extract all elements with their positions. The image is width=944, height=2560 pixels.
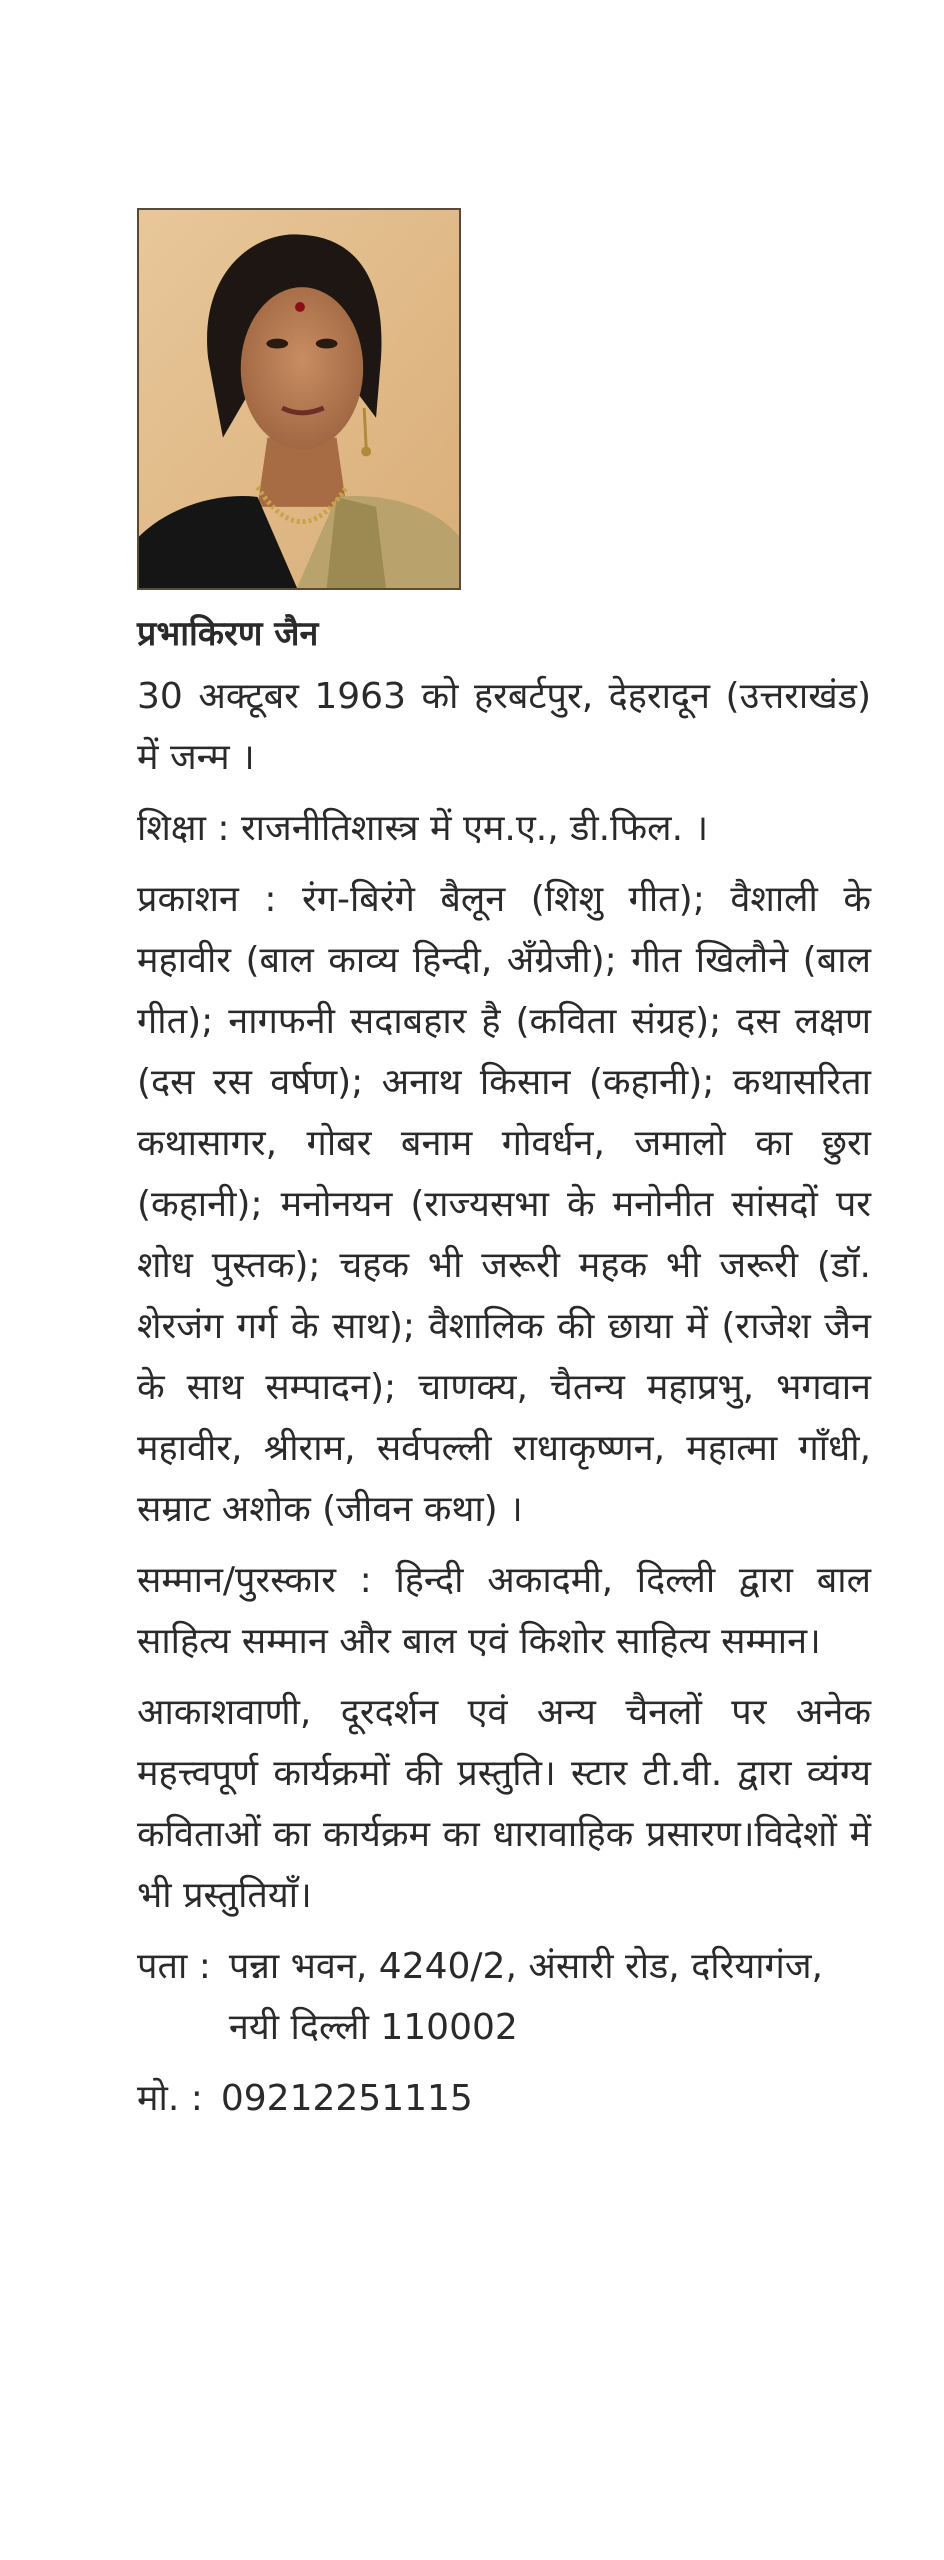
- awards-info: सम्मान/पुरस्कार : हिन्दी अकादमी, दिल्ली द्वारा बाल साहित्य सम्मान और बाल एवं किशोर साहित्य सम्मान।: [137, 1560, 871, 1662]
- broadcast-info: आकाशवाणी, दूरदर्शन एवं अन्य चैनलों पर अनेक महत्त्वपूर्ण कार्यक्रमों की प्रस्तुति। स्टार टी.वी. द्वारा व्यंग्य कविताओं का कार्यक्रम का धारावाहिक प्रसारण।विदेशों में भी प्रस्तुतियाँ।: [137, 1692, 871, 1916]
- mobile-label: मो. :: [137, 2078, 203, 2119]
- mobile-number: 09212251115: [220, 2078, 473, 2119]
- author-bio: [137, 606, 871, 2129]
- address-line1: पन्ना भवन, 4240/2, अंसारी रोड, दरियागंज,: [228, 1946, 823, 1987]
- address-row: [137, 1936, 871, 2058]
- publications-info: प्रकाशन : रंग-बिरंगे बैलून (शिशु गीत); वैशाली के महावीर (बाल काव्य हिन्दी, अँग्रेजी); गीत खिलौने (बाल गीत); नागफनी सदाबहार है (कविता संग्रह); दस लक्षण (दस रस वर्षण); अनाथ किसान (कहानी); कथासरिता कथासागर, गोबर बनाम गोवर्धन, जमालो का छुरा (कहानी); मनोनयन (राज्यसभा के मनोनीत सांसदों पर शोध पुस्तक); चहक भी जरूरी महक भी जरूरी (डॉ. शेरजंग गर्ग के साथ); वैशालिक की छाया में (राजेश जैन के साथ सम्पादन); चाणक्य, चैतन्य महाप्रभु, भगवान महावीर, श्रीराम, सर्वपल्ली राधाकृष्णन, महात्मा गाँधी, सम्राट अशोक (जीवन कथा) ।: [137, 879, 871, 1530]
- address-value: [211, 1936, 823, 2058]
- author-name: प्रभाकिरण जैन: [137, 614, 319, 654]
- address-label: पता :: [137, 1946, 211, 1987]
- address-line2: नयी दिल्ली 110002: [228, 2007, 518, 2048]
- birth-info: 30 अक्टूबर 1963 को हरबर्टपुर, देहरादून (उत्तराखंड) में जन्म ।: [137, 676, 871, 778]
- author-photo: [137, 208, 461, 590]
- education-info: शिक्षा : राजनीतिशास्त्र में एम.ए., डी.फिल. ।: [137, 808, 709, 849]
- author-portrait-image: [139, 210, 459, 588]
- mobile-row: [137, 2068, 871, 2129]
